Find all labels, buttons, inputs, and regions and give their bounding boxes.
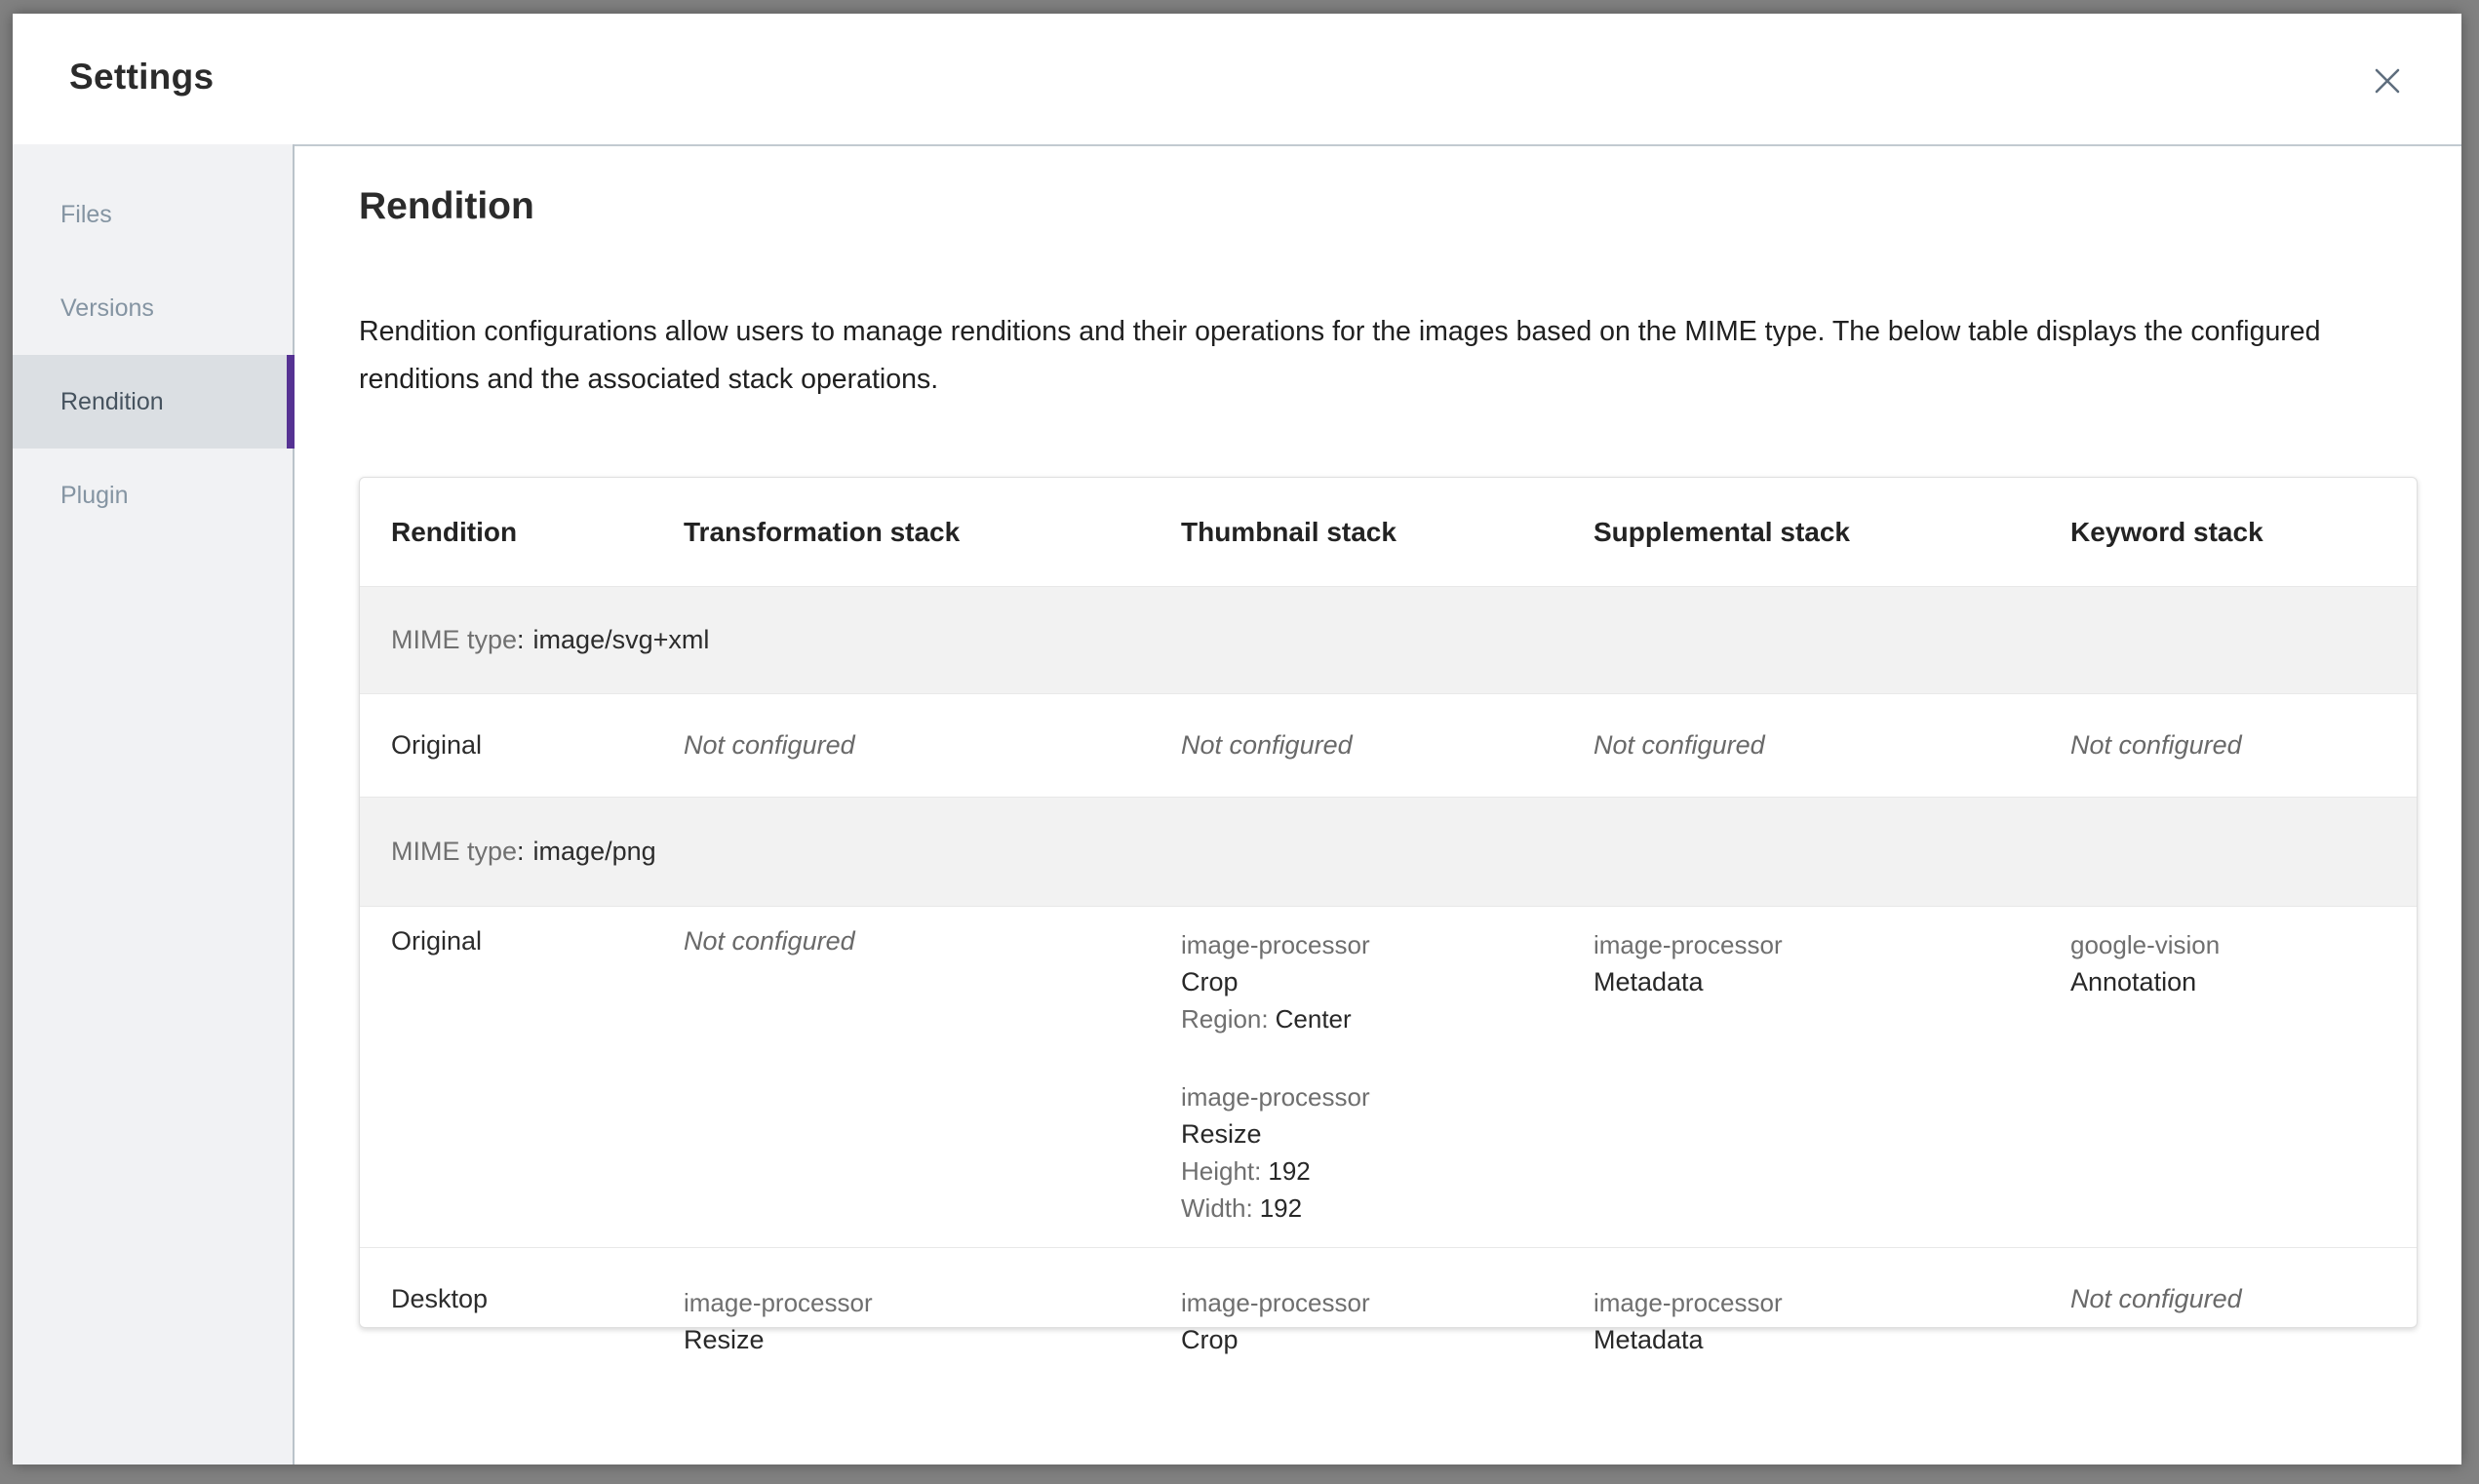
- table-row-desktop-png: [360, 1247, 2417, 1364]
- sidebar-item-rendition[interactable]: [13, 355, 293, 449]
- thumbnail-stack-cell: Not configured: [1181, 730, 1353, 760]
- sidebar-item-versions[interactable]: [13, 261, 293, 355]
- processor-name: image-processor: [1181, 1288, 1370, 1317]
- mime-type-label: MIME type: [391, 837, 518, 866]
- stack-block: [1594, 1284, 2039, 1358]
- stack-block: [1181, 926, 1562, 1037]
- rendition-cell: Original: [391, 730, 483, 760]
- param-value: Center: [1275, 1004, 1352, 1034]
- param-line: [1181, 1152, 1562, 1190]
- thumbnail-stack-cell: [1150, 1248, 1562, 1364]
- column-header-transformation-stack: Transformation stack: [684, 516, 961, 547]
- operation-name: Resize: [1181, 1119, 1262, 1149]
- settings-modal: [13, 14, 2461, 1464]
- table-row-original-png: [360, 906, 2417, 1247]
- transformation-stack-cell: [652, 1248, 1150, 1364]
- content-panel: [295, 144, 2461, 1464]
- processor-name: image-processor: [1181, 1082, 1370, 1112]
- supplemental-stack-cell: Not configured: [1594, 730, 1765, 760]
- sidebar-item-files[interactable]: [13, 168, 293, 261]
- window-title: Settings: [69, 57, 215, 97]
- table-header-row: [360, 478, 2417, 586]
- operation-name: Metadata: [1594, 1325, 1704, 1354]
- keyword-stack-cell: [2039, 1248, 2417, 1364]
- param-value: 192: [1268, 1156, 1311, 1186]
- param-value: 192: [1259, 1193, 1303, 1223]
- operation-name: Metadata: [1594, 967, 1704, 996]
- column-header-keyword-stack: Keyword stack: [2070, 516, 2263, 547]
- rendition-cell: Desktop: [391, 1284, 489, 1313]
- processor-name: image-processor: [684, 1288, 873, 1317]
- param-label: Height:: [1181, 1156, 1262, 1186]
- mime-type-colon: :: [517, 625, 525, 654]
- sidebar-item-label: Plugin: [60, 481, 129, 509]
- not-configured-text: Not configured: [2070, 1284, 2242, 1313]
- operation-name: Annotation: [2070, 967, 2197, 996]
- modal-header: [13, 14, 2461, 144]
- page-description: Rendition configurations allow users to manage renditions and their operations for the images based on the MIME type. The below table displays the configured renditions and the associated stack operations.: [359, 316, 2321, 395]
- sidebar-item-label: Versions: [60, 293, 154, 322]
- column-header-rendition: Rendition: [391, 516, 518, 547]
- column-header-thumbnail-stack: Thumbnail stack: [1181, 516, 1397, 547]
- thumbnail-stack-cell: [1150, 907, 1562, 1247]
- sidebar: [13, 144, 295, 1464]
- page-title: Rendition: [359, 185, 534, 227]
- rendition-cell: Original: [391, 926, 483, 956]
- stack-block: [1181, 1078, 1562, 1227]
- selected-accent-bar: [287, 355, 295, 449]
- stack-block: [684, 1284, 1150, 1358]
- stack-block: [1594, 926, 2039, 1000]
- stack-block: [1181, 1284, 1562, 1358]
- supplemental-stack-cell: [1562, 1248, 2039, 1364]
- processor-name: image-processor: [1594, 930, 1783, 959]
- modal-body: [13, 144, 2461, 1464]
- mime-type-value: image/svg+xml: [532, 625, 710, 654]
- sidebar-item-label: Files: [60, 200, 112, 228]
- sidebar-item-plugin[interactable]: [13, 449, 293, 542]
- table-row-original-svg: [360, 693, 2417, 797]
- mime-type-value: image/png: [532, 837, 656, 866]
- sidebar-item-label: Rendition: [60, 387, 164, 415]
- close-button[interactable]: [2362, 57, 2413, 107]
- processor-name: google-vision: [2070, 930, 2221, 959]
- keyword-stack-cell: [2039, 907, 2417, 1247]
- operation-name: Crop: [1181, 1325, 1239, 1354]
- processor-name: image-processor: [1181, 930, 1370, 959]
- param-label: Width:: [1181, 1193, 1253, 1223]
- mime-type-label: MIME type: [391, 625, 518, 654]
- supplemental-stack-cell: [1562, 907, 2039, 1247]
- operation-name: Resize: [684, 1325, 765, 1354]
- rendition-table: [359, 477, 2418, 1354]
- transformation-stack-cell: Not configured: [684, 730, 855, 760]
- param-line: [1181, 1000, 1562, 1037]
- stack-block: [2070, 926, 2417, 1000]
- operation-name: Crop: [1181, 967, 1239, 996]
- transformation-stack-cell: Not configured: [684, 926, 855, 956]
- mime-type-row-png: [360, 797, 2417, 906]
- param-line: [1181, 1190, 1562, 1227]
- param-label: Region:: [1181, 1004, 1269, 1034]
- keyword-stack-cell: Not configured: [2070, 730, 2242, 760]
- column-header-supplemental-stack: Supplemental stack: [1594, 516, 1850, 547]
- mime-type-row-svg: [360, 586, 2417, 693]
- close-icon: [2374, 67, 2401, 98]
- processor-name: image-processor: [1594, 1288, 1783, 1317]
- mime-type-colon: :: [517, 837, 525, 866]
